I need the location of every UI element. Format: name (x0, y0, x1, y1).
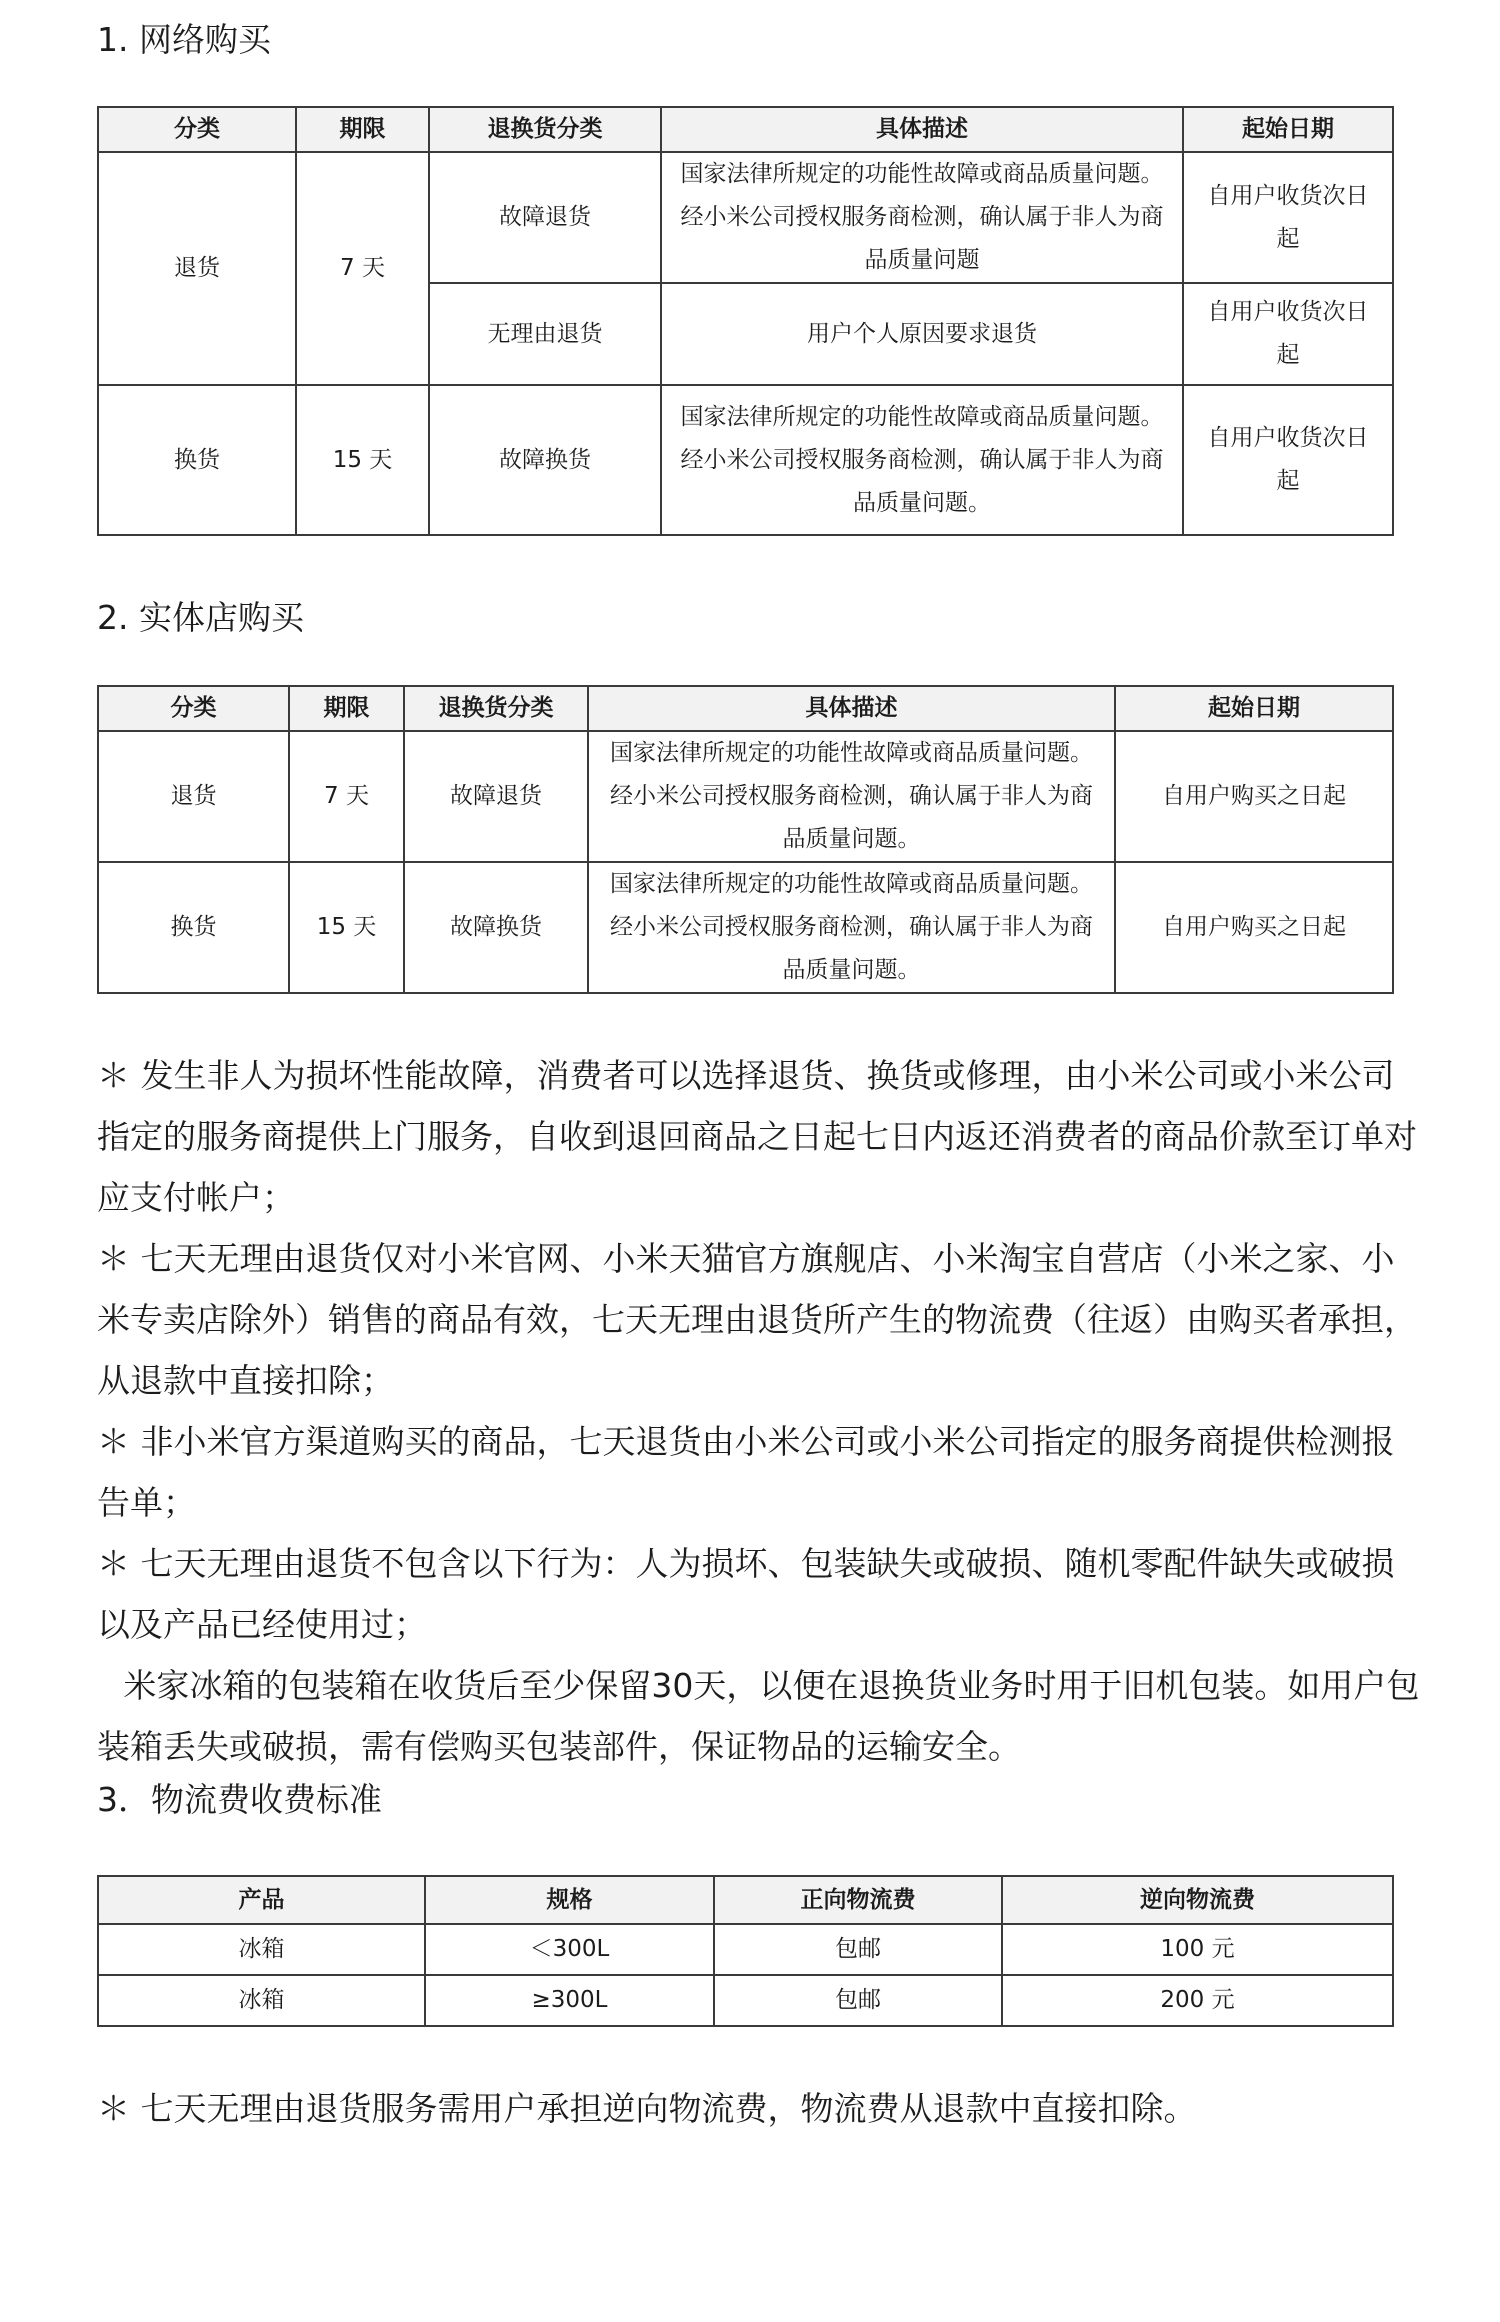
header-product: 产品 (98, 1876, 425, 1924)
cell-period: 7 天 (296, 152, 429, 385)
header-reverse-fee: 逆向物流费 (1002, 1876, 1393, 1924)
footnote: ＊ 七天无理由退货服务需用户承担逆向物流费，物流费从退款中直接扣除。 (97, 2089, 1197, 2128)
cell-reverse-fee: 100 元 (1002, 1924, 1393, 1975)
table-header-row (98, 107, 1393, 152)
header-description: 具体描述 (588, 686, 1115, 731)
table-row (98, 1924, 1393, 1975)
cell-product: 冰箱 (98, 1924, 425, 1975)
header-start-date: 起始日期 (1115, 686, 1393, 731)
section3-title: 3．物流费收费标准 (97, 1780, 382, 1819)
header-period: 期限 (289, 686, 404, 731)
cell-description: 国家法律所规定的功能性故障或商品质量问题。经小米公司授权服务商检测，确认属于非人为商品质量问题。 (588, 862, 1115, 993)
store-purchase-table (97, 685, 1394, 994)
cell-description: 用户个人原因要求退货 (661, 283, 1183, 385)
header-category: 分类 (98, 107, 296, 152)
note-item: ＊ 发生非人为损坏性能故障，消费者可以选择退货、换货或修理，由小米公司或小米公司指定的服务商提供上门服务，自收到退回商品之日起七日内返还消费者的商品价款至订单对应支付帐户； (97, 1056, 1417, 1217)
table-row (98, 862, 1393, 993)
cell-forward-fee: 包邮 (714, 1975, 1002, 2026)
header-description: 具体描述 (661, 107, 1183, 152)
cell-reverse-fee: 200 元 (1002, 1975, 1393, 2026)
cell-category: 换货 (98, 862, 289, 993)
header-type: 退换货分类 (404, 686, 588, 731)
cell-spec: ＜300L (425, 1924, 714, 1975)
cell-product: 冰箱 (98, 1975, 425, 2026)
table-row (98, 1975, 1393, 2026)
header-period: 期限 (296, 107, 429, 152)
table-header-row (98, 686, 1393, 731)
online-purchase-table (97, 106, 1394, 536)
cell-description: 国家法律所规定的功能性故障或商品质量问题。经小米公司授权服务商检测，确认属于非人为商品质量问题。 (588, 731, 1115, 862)
header-spec: 规格 (425, 1876, 714, 1924)
cell-category: 退货 (98, 152, 296, 385)
cell-period: 7 天 (289, 731, 404, 862)
note-item: ＊ 非小米官方渠道购买的商品，七天退货由小米公司或小米公司指定的服务商提供检测报告单； (97, 1422, 1395, 1522)
cell-start-date: 自用户收货次日起 (1183, 283, 1393, 385)
cell-category: 退货 (98, 731, 289, 862)
header-forward-fee: 正向物流费 (714, 1876, 1002, 1924)
table-row (98, 731, 1393, 862)
policy-notes (97, 1045, 1427, 1777)
cell-type: 故障退货 (429, 152, 661, 283)
cell-period: 15 天 (289, 862, 404, 993)
header-type: 退换货分类 (429, 107, 661, 152)
header-start-date: 起始日期 (1183, 107, 1393, 152)
cell-type: 故障换货 (429, 385, 661, 535)
note-item: ＊ 七天无理由退货仅对小米官网、小米天猫官方旗舰店、小米淘宝自营店（小米之家、小米专卖店除外）销售的商品有效，七天无理由退货所产生的物流费（往返）由购买者承担，从退款中直接扣除； (97, 1239, 1417, 1400)
header-category: 分类 (98, 686, 289, 731)
cell-type: 故障换货 (404, 862, 588, 993)
cell-category: 换货 (98, 385, 296, 535)
note-item: ＊ 七天无理由退货不包含以下行为：人为损坏、包装缺失或破损、随机零配件缺失或破损以及产品已经使用过； (97, 1544, 1395, 1644)
table-row (98, 385, 1393, 535)
section2-title: 2. 实体店购买 (97, 598, 304, 637)
cell-start-date: 自用户购买之日起 (1115, 731, 1393, 862)
cell-start-date: 自用户收货次日起 (1183, 385, 1393, 535)
cell-start-date: 自用户收货次日起 (1183, 152, 1393, 283)
note-item: 米家冰箱的包装箱在收货后至少保留30天，以便在退换货业务时用于旧机包装。如用户包装箱丢失或破损，需有偿购买包装部件，保证物品的运输安全。 (97, 1666, 1420, 1766)
cell-period: 15 天 (296, 385, 429, 535)
cell-description: 国家法律所规定的功能性故障或商品质量问题。经小米公司授权服务商检测，确认属于非人为商品质量问题。 (661, 385, 1183, 535)
cell-spec: ≥300L (425, 1975, 714, 2026)
section1-title: 1. 网络购买 (97, 20, 271, 59)
table-header-row (98, 1876, 1393, 1924)
logistics-fee-table (97, 1875, 1394, 2027)
cell-type: 故障退货 (404, 731, 588, 862)
cell-description: 国家法律所规定的功能性故障或商品质量问题。经小米公司授权服务商检测，确认属于非人为商品质量问题 (661, 152, 1183, 283)
cell-forward-fee: 包邮 (714, 1924, 1002, 1975)
table-row (98, 152, 1393, 283)
cell-type: 无理由退货 (429, 283, 661, 385)
cell-start-date: 自用户购买之日起 (1115, 862, 1393, 993)
